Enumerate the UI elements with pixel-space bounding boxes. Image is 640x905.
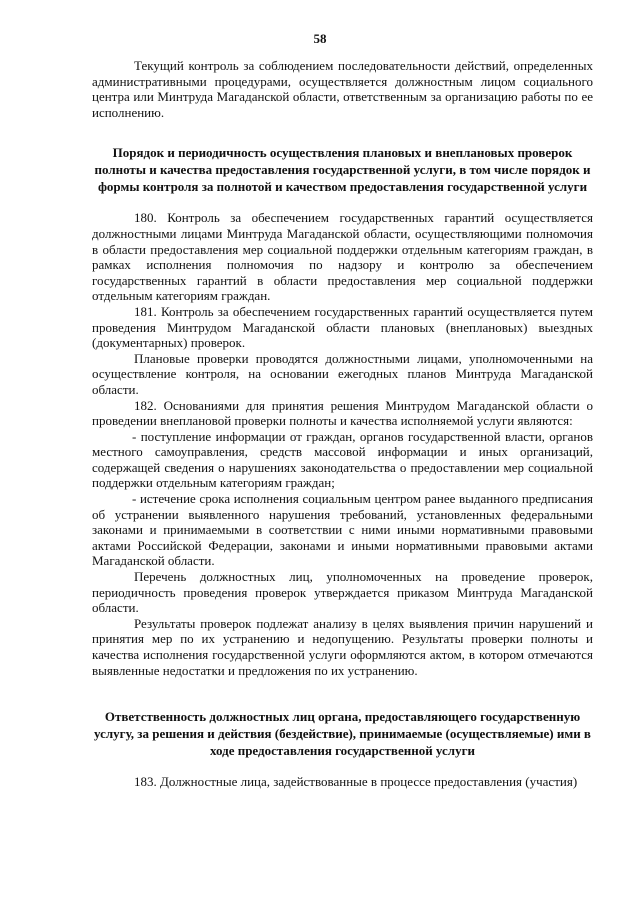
paragraph-182-officials: Перечень должностных лиц, уполномоченных на проведение проверок, периодичность проведения проверок утверждается приказом Минтруда Магаданской области.	[92, 569, 593, 616]
document-body	[92, 58, 593, 790]
paragraph-182-item-a: - поступление информации от граждан, органов государственной власти, органов местного самоуправления, средств массовой информации и иных организаций, содержащей сведения о нарушениях законодательства о предоставлении мер социальной поддержки отдельным категориям граждан;	[92, 428, 593, 491]
paragraph-current-control: Текущий контроль за соблюдением последовательности действий, определенных административными процедурами, осуществляется должностным лицом социального центра или Минтруда Магаданской области, ответственным за организацию работы по ее исполнению.	[92, 58, 593, 120]
page-number: 58	[313, 31, 327, 46]
paragraph-181-planned: Плановые проверки проводятся должностными лицами, уполномоченными на осуществление контроля, на основании ежегодных планов Минтруда Магаданской области.	[92, 350, 593, 397]
section-heading-responsibility: Ответственность должностных лиц органа, предоставляющего государственную услугу, за решения и действия (бездействие), принимаемые (осуществляемые) ими в ходе предоставления государственной услуги	[94, 709, 591, 759]
paragraph-181: 181. Контроль за обеспечением государственных гарантий осуществляется путем проведения Минтрудом Магаданской области плановых (внеплановых) выездных (документарных) проверок.	[92, 303, 593, 351]
paragraph-180: 180. Контроль за обеспечением государственных гарантий осуществляется должностными лицами Минтруда Магаданской области, осуществляющими полномочия в области предоставления мер социальной поддержки отдельным категориям граждан, в рамках исполнения полномочия по надзору и контролю за обеспечением государственных гарантий в области предоставления мер социальной поддержки отдельным категориям граждан.	[92, 210, 593, 304]
paragraph-182: 182. Основаниями для принятия решения Минтрудом Магаданской области о проведении внеплановой проверки полноты и качества исполняемой услуги являются:	[92, 397, 593, 429]
paragraph-183: 183. Должностные лица, задействованные в процессе предоставления (участия)	[134, 774, 578, 790]
paragraph-182-item-b: - истечение срока исполнения социальным центром ранее выданного предписания об устранении выявленного нарушения требований, установленных федеральными законами и принимаемыми в соответствии с ними иными нормативными правовыми актами Российской Федерации, законами и иными нормативными правовыми актами Магаданской области.	[92, 491, 593, 569]
paragraph-182-results: Результаты проверок подлежат анализу в целях выявления причин нарушений и принятия мер по их устранению и недопущению. Результаты проверки полноты и качества исполнения государственной услуги оформляются актом, в котором отмечаются выявленные недостатки и предложения по их устранению.	[92, 615, 593, 678]
section-heading-inspections: Порядок и периодичность осуществления плановых и внеплановых проверок полноты и качества предоставления государственной услуги, в том числе порядок и формы контроля за полнотой и качеством предоставления государственной услуги	[94, 145, 591, 195]
